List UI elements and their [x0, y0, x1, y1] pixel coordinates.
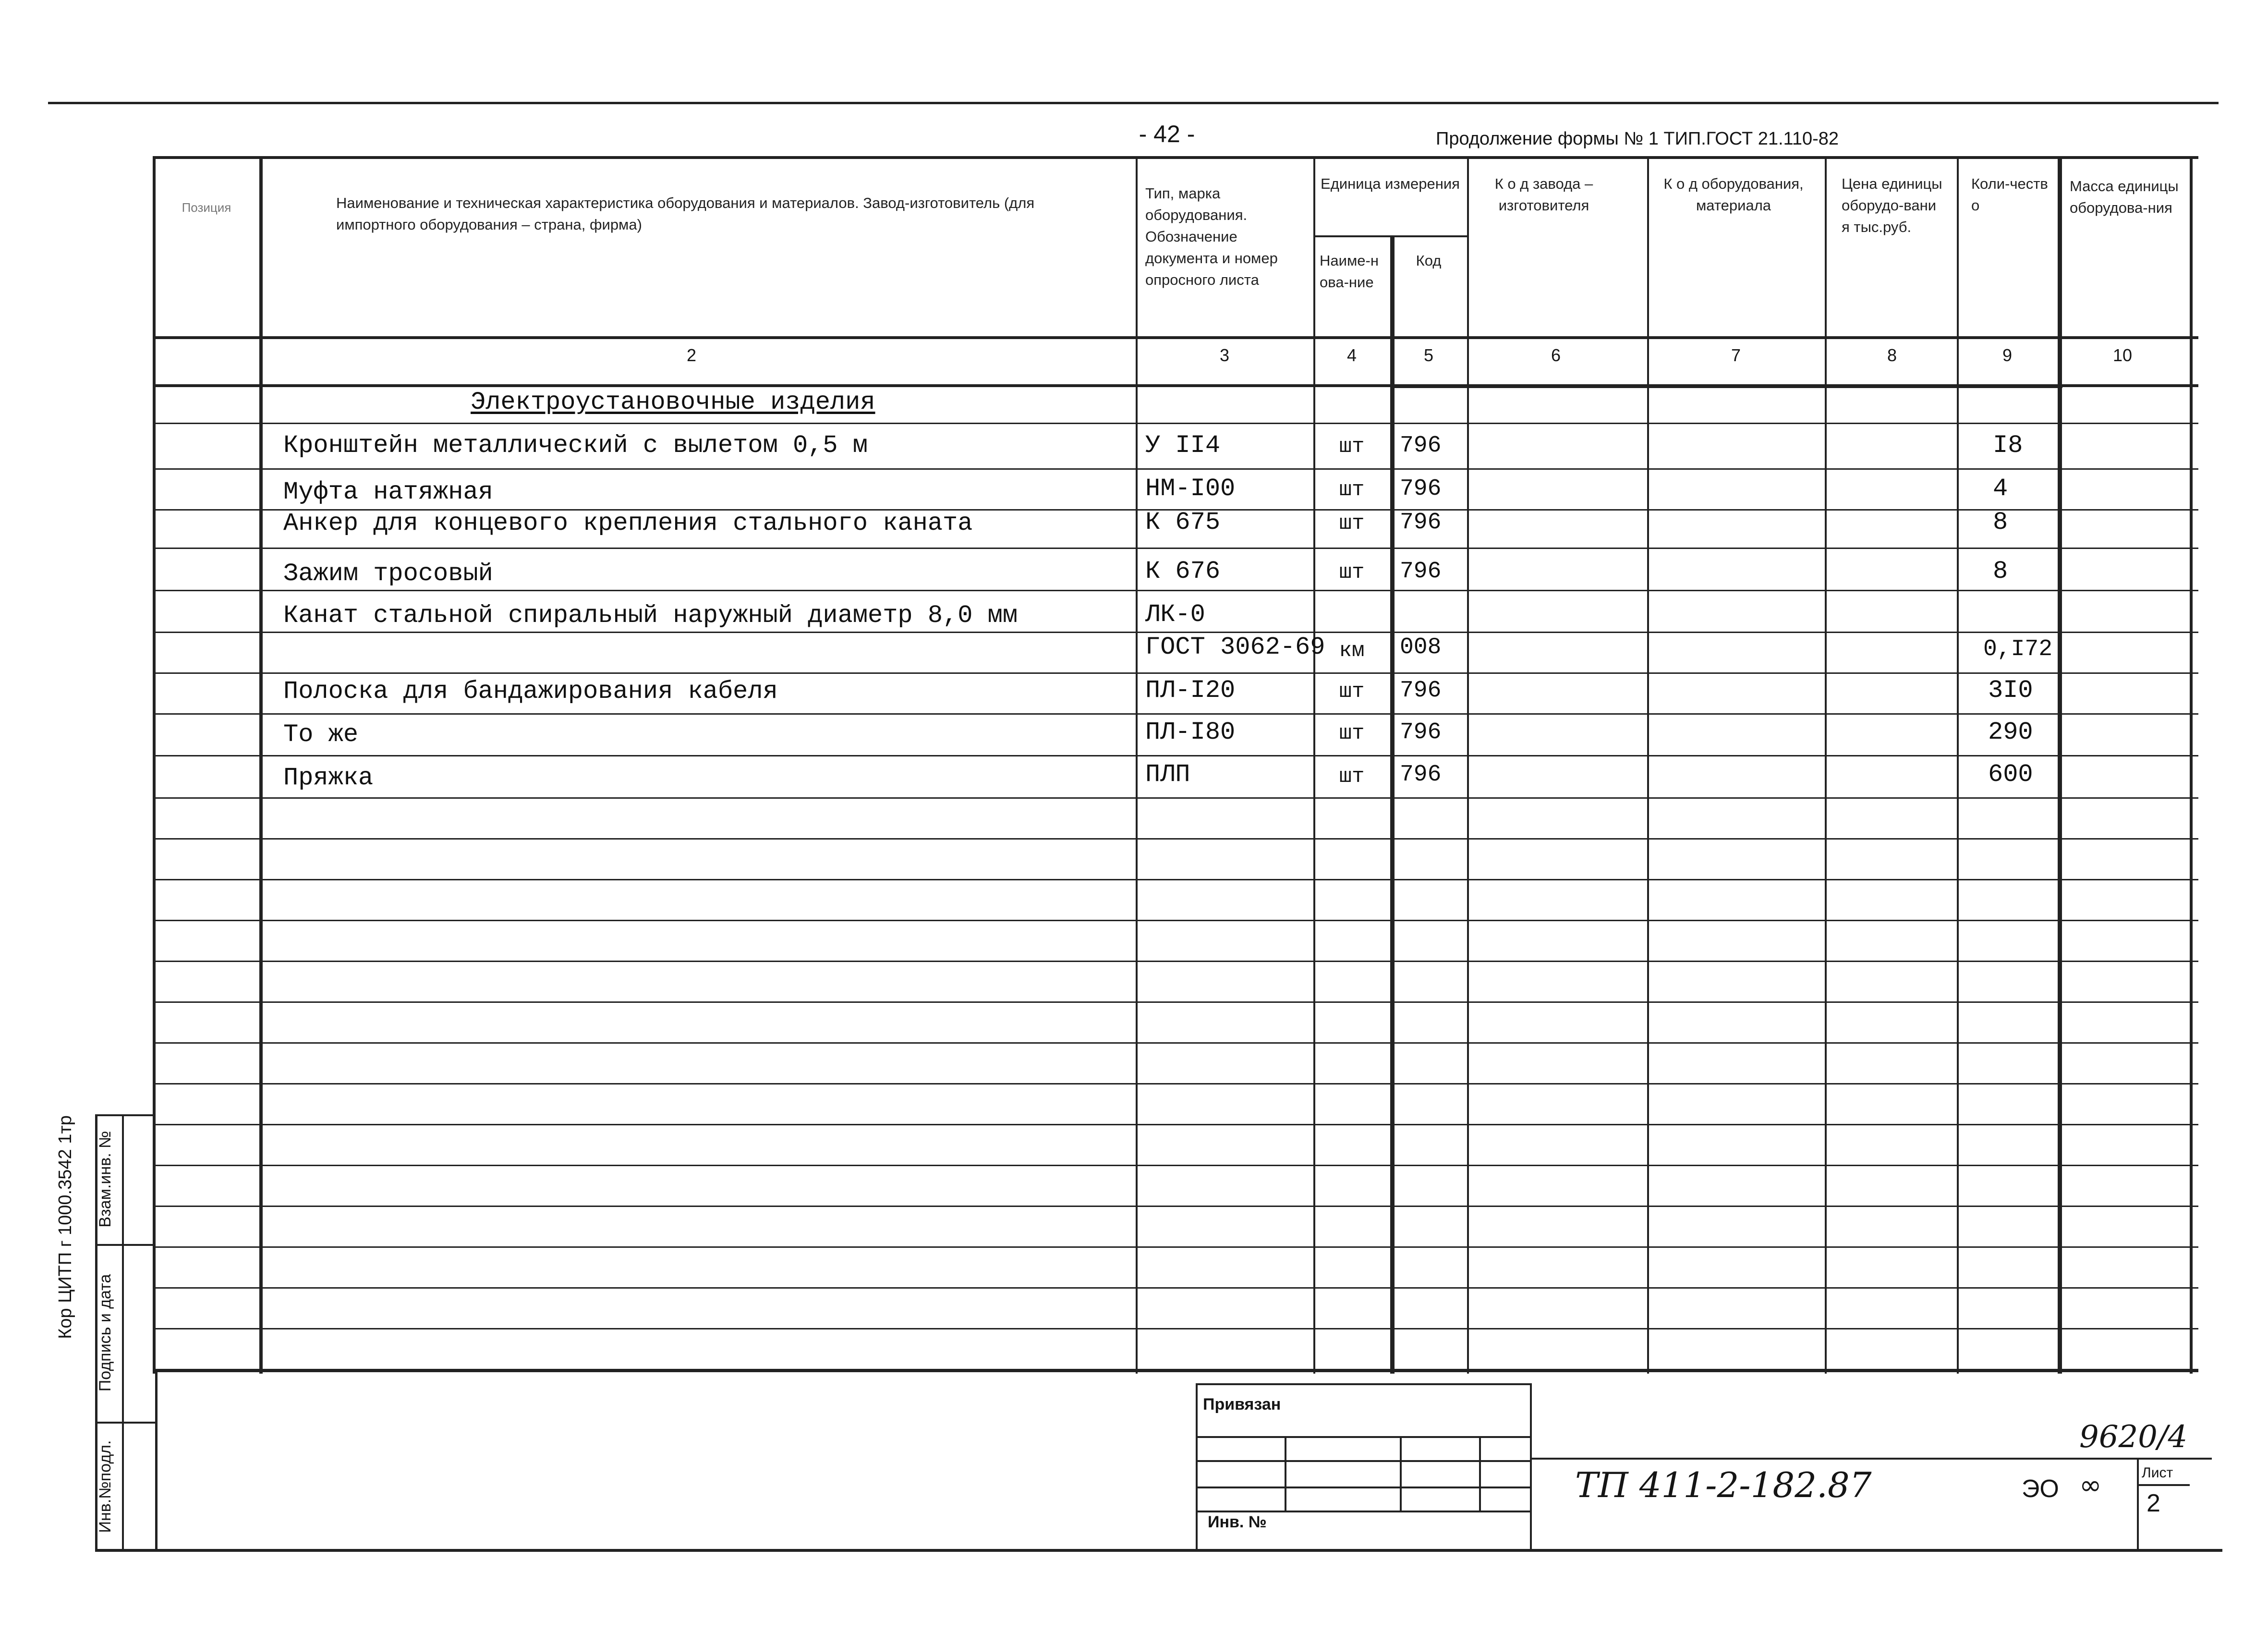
- row-line: [153, 920, 2198, 921]
- row-line: [153, 548, 2198, 549]
- page-bottom-border: [95, 1549, 2222, 1552]
- list-number: 2: [2147, 1489, 2160, 1517]
- row-name: То же: [283, 720, 359, 749]
- privyazan-row4: [1196, 1511, 1532, 1512]
- section-title: Электроустановочные изделия: [471, 388, 875, 416]
- row-line: [153, 1287, 2198, 1289]
- row-type: ПЛП: [1145, 760, 1190, 789]
- row-code: 796: [1400, 510, 1442, 536]
- colnum-9: 9: [2002, 345, 2013, 365]
- data-area-top: [1390, 384, 2062, 388]
- row-line: [153, 1124, 2198, 1125]
- frame-left: [155, 1369, 158, 1549]
- row-line: [153, 797, 2198, 799]
- doc-block-top: [1530, 1458, 2212, 1460]
- col-line-left: [153, 156, 156, 1374]
- privyazan-row3: [1196, 1487, 1532, 1488]
- row-line: [153, 1001, 2198, 1003]
- row-unit: шт: [1339, 512, 1365, 536]
- row-code: 796: [1400, 559, 1442, 585]
- header-unit-code: Код: [1416, 252, 1442, 269]
- row-qty: 290: [1988, 718, 2033, 746]
- row-code: 796: [1400, 678, 1442, 704]
- list-label: Лист: [2142, 1465, 2173, 1481]
- col-line-5: [1467, 156, 1469, 1374]
- col-line-1: [259, 156, 263, 1374]
- row-unit: км: [1339, 639, 1365, 663]
- mark-symbol: ∞: [2079, 1470, 2102, 1501]
- row-unit: шт: [1339, 435, 1365, 459]
- row-unit: шт: [1339, 478, 1365, 502]
- side-stamp-div1: [95, 1244, 155, 1246]
- header-position: Позиция: [182, 200, 231, 215]
- row-unit: шт: [1339, 765, 1365, 789]
- row-type: ПЛ-I20: [1145, 676, 1236, 705]
- row-line: [153, 423, 2198, 424]
- header-bottom-border: [153, 336, 2198, 339]
- row-qty: 0,I72: [1983, 636, 2053, 662]
- privyazan-col3: [1479, 1436, 1481, 1511]
- row-type: ГОСТ 3062-69: [1145, 633, 1325, 661]
- page-number: - 42 -: [1139, 121, 1195, 147]
- row-name: Кронштейн металлический с вылетом 0,5 м: [283, 431, 868, 460]
- row-line: [153, 1165, 2198, 1166]
- row-type: К 676: [1145, 557, 1221, 585]
- privyazan-label: Привязан: [1203, 1395, 1281, 1413]
- side-stamp-kopy: Кор ЦИТП г 1000.3542 1тр: [55, 1115, 75, 1339]
- side-stamp-vzam-inv: Взам.инв. №: [96, 1131, 114, 1228]
- colnum-8: 8: [1887, 345, 1897, 365]
- doc-block-list-left: [2137, 1458, 2139, 1549]
- row-qty: I8: [1993, 431, 2023, 460]
- row-name: Канат стальной спиральный наружный диаметр 8,0 мм: [283, 601, 1018, 630]
- privyazan-col2: [1400, 1436, 1402, 1511]
- colnum-4: 4: [1346, 345, 1357, 365]
- row-name: Пряжка: [283, 764, 374, 792]
- side-stamp-mid: [122, 1114, 124, 1549]
- row-code: 796: [1400, 719, 1442, 745]
- colnum-3: 3: [1219, 345, 1230, 365]
- row-type: У II4: [1145, 431, 1221, 460]
- privyazan-row2: [1196, 1460, 1532, 1462]
- header-unit-name: Наиме-нова-ние: [1320, 252, 1379, 291]
- row-line: [153, 1328, 2198, 1329]
- table-bottom-border: [153, 1369, 2198, 1372]
- order-number: 9620/4: [2079, 1419, 2188, 1455]
- col-line-8: [1957, 156, 1959, 1374]
- colnum-6: 6: [1551, 345, 1561, 365]
- row-type: НМ-I00: [1145, 475, 1236, 503]
- table-top-border: [153, 156, 2198, 159]
- col-line-4: [1390, 235, 1395, 1374]
- header-mass: Масса единицы оборудова-ния: [2070, 178, 2179, 216]
- row-qty: 600: [1988, 760, 2033, 789]
- colnum-2: 2: [686, 345, 697, 365]
- section-code: ЭО: [2022, 1475, 2059, 1503]
- row-code: 796: [1400, 476, 1442, 502]
- row-qty: 4: [1993, 475, 2008, 503]
- row-name: Анкер для концевого крепления стального каната: [283, 509, 973, 537]
- privyazan-top: [1196, 1383, 1532, 1385]
- list-divider: [2137, 1484, 2190, 1486]
- side-stamp-div2: [95, 1422, 155, 1424]
- row-unit: шт: [1339, 680, 1365, 704]
- header-equipment-code: К о д оборудования, материала: [1663, 175, 1804, 214]
- row-line: [153, 468, 2198, 470]
- row-line: [153, 838, 2198, 840]
- row-unit: шт: [1339, 561, 1365, 585]
- row-line: [153, 1042, 2198, 1044]
- row-unit: шт: [1339, 721, 1365, 745]
- row-line: [153, 713, 2198, 715]
- side-stamp-inv-podl: Инв.№подл.: [96, 1440, 114, 1533]
- row-code: 796: [1400, 762, 1442, 788]
- col-line-6: [1647, 156, 1649, 1374]
- row-code: 008: [1400, 634, 1442, 660]
- row-name: Зажим тросовый: [283, 560, 493, 588]
- row-line: [153, 1206, 2198, 1207]
- row-qty: 8: [1993, 508, 2008, 536]
- row-type: К 675: [1145, 508, 1221, 536]
- row-line: [153, 590, 2198, 591]
- col-line-7: [1825, 156, 1827, 1374]
- col-line-2: [1136, 156, 1138, 1374]
- row-type: ПЛ-I80: [1145, 718, 1236, 746]
- header-unit-group: Единица измерения: [1321, 175, 1460, 192]
- privyazan-left: [1196, 1383, 1198, 1549]
- header-type: Тип, марка оборудования. Обозначение документа и номер опросного листа: [1145, 185, 1278, 288]
- colnum-10: 10: [2112, 345, 2133, 365]
- privyazan-col1: [1285, 1436, 1286, 1511]
- top-border-line: [48, 102, 2219, 104]
- row-line: [153, 755, 2198, 756]
- row-type: ЛК-0: [1145, 600, 1205, 629]
- row-qty: 3I0: [1988, 676, 2033, 705]
- privyazan-right: [1530, 1383, 1532, 1549]
- form-continuation-label: Продолжение формы № 1 ТИП.ГОСТ 21.110-82: [1436, 129, 1839, 149]
- row-line: [153, 1246, 2198, 1248]
- colnum-7: 7: [1731, 345, 1741, 365]
- row-line: [153, 672, 2198, 674]
- row-name: Муфта натяжная: [283, 478, 493, 506]
- row-line: [153, 961, 2198, 962]
- header-plant-code: К о д завода – изготовителя: [1494, 175, 1593, 214]
- row-line: [153, 879, 2198, 880]
- col-line-right: [2190, 156, 2193, 1374]
- doc-code: ТП 411-2-182.87: [1575, 1465, 1872, 1505]
- side-stamp-podpis: Подпись и дата: [96, 1274, 114, 1392]
- row-code: 796: [1400, 433, 1442, 459]
- colnum-5: 5: [1423, 345, 1434, 365]
- row-name: Полоска для бандажирования кабеля: [283, 677, 778, 706]
- inv-no-label: Инв. №: [1208, 1513, 1267, 1531]
- header-quantity: Коли-чество: [1971, 175, 2048, 214]
- col-line-9: [2058, 156, 2062, 1374]
- privyazan-row1: [1196, 1436, 1532, 1438]
- row-qty: 8: [1993, 557, 2008, 585]
- header-price: Цена единицы оборудо-вания тыс.руб.: [1842, 175, 1942, 235]
- row-line: [153, 1083, 2198, 1084]
- header-name: Наименование и техническая характеристика оборудования и материалов. Завод-изготовитель (для импортного оборудования – страна, фирма): [336, 195, 1035, 233]
